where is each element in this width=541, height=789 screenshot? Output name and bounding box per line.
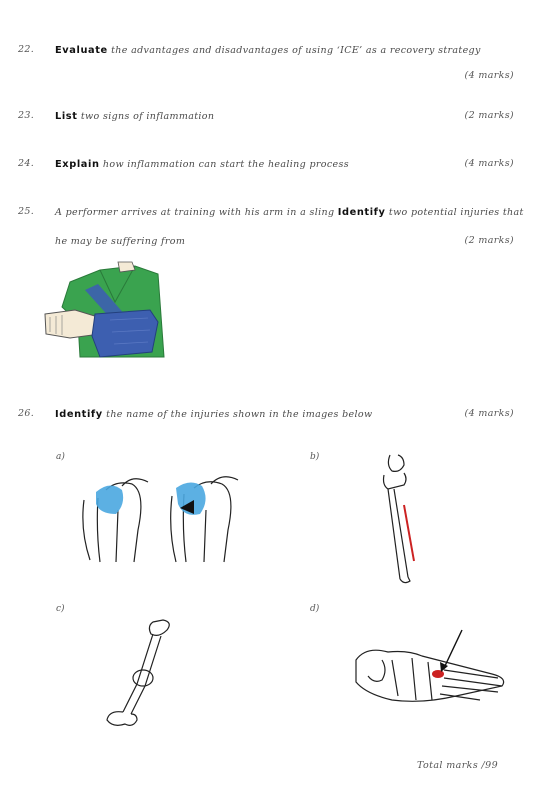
question-24 [18, 158, 526, 172]
arm-sling-illustration [40, 262, 170, 362]
foot-injury-illustration [352, 630, 512, 720]
command-word: Identify [55, 409, 103, 420]
command-word: Explain [55, 159, 100, 170]
question-number: 26. [18, 408, 35, 419]
sub-label-c: c) [56, 604, 65, 614]
sub-label-a: a) [56, 452, 65, 462]
femur-injury-illustration [103, 620, 183, 730]
marks-label: (4 marks) [464, 408, 514, 419]
question-body: two signs of inflammation [77, 111, 215, 122]
marks-label: (2 marks) [464, 235, 514, 246]
question-prefix: A performer arrives at training with his arm in a sling [55, 207, 338, 218]
sub-label-b: b) [310, 452, 320, 462]
command-word: List [55, 111, 78, 122]
marks-label: (4 marks) [464, 158, 514, 169]
question-text [55, 44, 525, 57]
question-number: 25. [18, 206, 35, 217]
question-number: 22. [18, 44, 35, 55]
question-22 [18, 44, 526, 84]
marks-label: (2 marks) [464, 110, 514, 121]
question-text [55, 158, 465, 171]
question-text [55, 198, 535, 256]
question-body: two potential injuries that he may be suffering from [55, 207, 524, 247]
command-word: Identify [337, 207, 386, 218]
question-text [55, 110, 465, 123]
question-body: the name of the injuries shown in the images below [102, 409, 373, 420]
shoulder-injury-illustration [76, 470, 248, 564]
question-body: how inflammation can start the healing process [99, 159, 349, 170]
command-word: Evaluate [55, 45, 108, 56]
question-body: the advantages and disadvantages of using ‘ICE’ as a recovery strategy [107, 45, 481, 56]
marks-label: (4 marks) [464, 70, 514, 81]
total-marks: Total marks /99 [417, 760, 499, 771]
question-text [55, 408, 465, 421]
sub-label-d: d) [310, 604, 320, 614]
question-23 [18, 110, 526, 124]
question-number: 23. [18, 110, 35, 121]
question-25 [18, 206, 526, 251]
question-26 [18, 408, 526, 422]
question-number: 24. [18, 158, 35, 169]
lower-leg-injury-illustration [378, 455, 418, 585]
